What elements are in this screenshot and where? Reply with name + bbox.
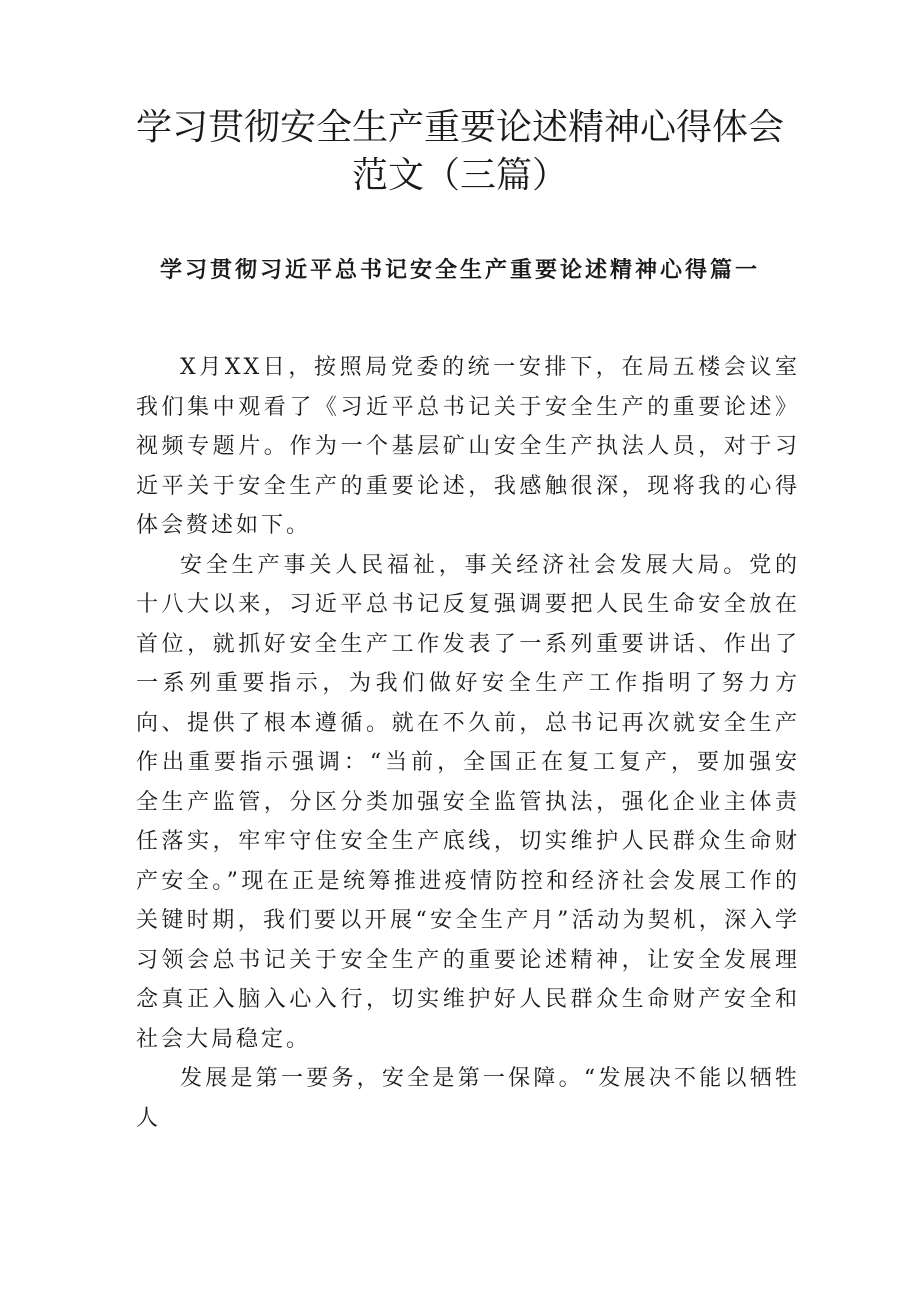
body-text [136, 348, 800, 1138]
paragraph-1: X月XX日，按照局党委的统一安排下，在局五楼会议室我们集中观看了《习近平总书记关于安全生产的重要论述》视频专题片。作为一个基层矿山安全生产执法人员，对于习近平关于安全生产的重要论述，我感触很深，现将我的心得体会赘述如下。 [136, 355, 800, 538]
title-line-1: 学习贯彻安全生产重要论述精神心得体会 [135, 107, 784, 148]
paragraph-3: 发展是第一要务，安全是第一保障。“发展决不能以牺牲人 [136, 1066, 800, 1131]
document-title [100, 104, 820, 200]
paragraph-2: 安全生产事关人民福祉，事关经济社会发展大局。党的十八大以来，习近平总书记反复强调要把人民生命安全放在首位，就抓好安全生产工作发表了一系列重要讲话、作出了一系列重要指示，为我们做好安全生产工作指明了努力方向、提供了根本遵循。就在不久前，总书记再次就安全生产作出重要指示强调：“当前，全国正在复工复产，要加强安全生产监管，分区分类加强安全监管执法，强化企业主体责任落实，牢牢守住安全生产底线，切实维护人民群众生命财产安全。”现在正是统筹推进疫情防控和经济社会发展工作的关键时期，我们要以开展“安全生产月”活动为契机，深入学习领会总书记关于安全生产的重要论述精神，让安全发展理念真正入脑入心入行，切实维护好人民群众生命财产安全和社会大局稳定。 [136, 552, 800, 1052]
title-line-2: 范文（三篇） [351, 155, 568, 196]
section-subtitle: 学习贯彻习近平总书记安全生产重要论述精神心得篇一 [159, 258, 760, 283]
